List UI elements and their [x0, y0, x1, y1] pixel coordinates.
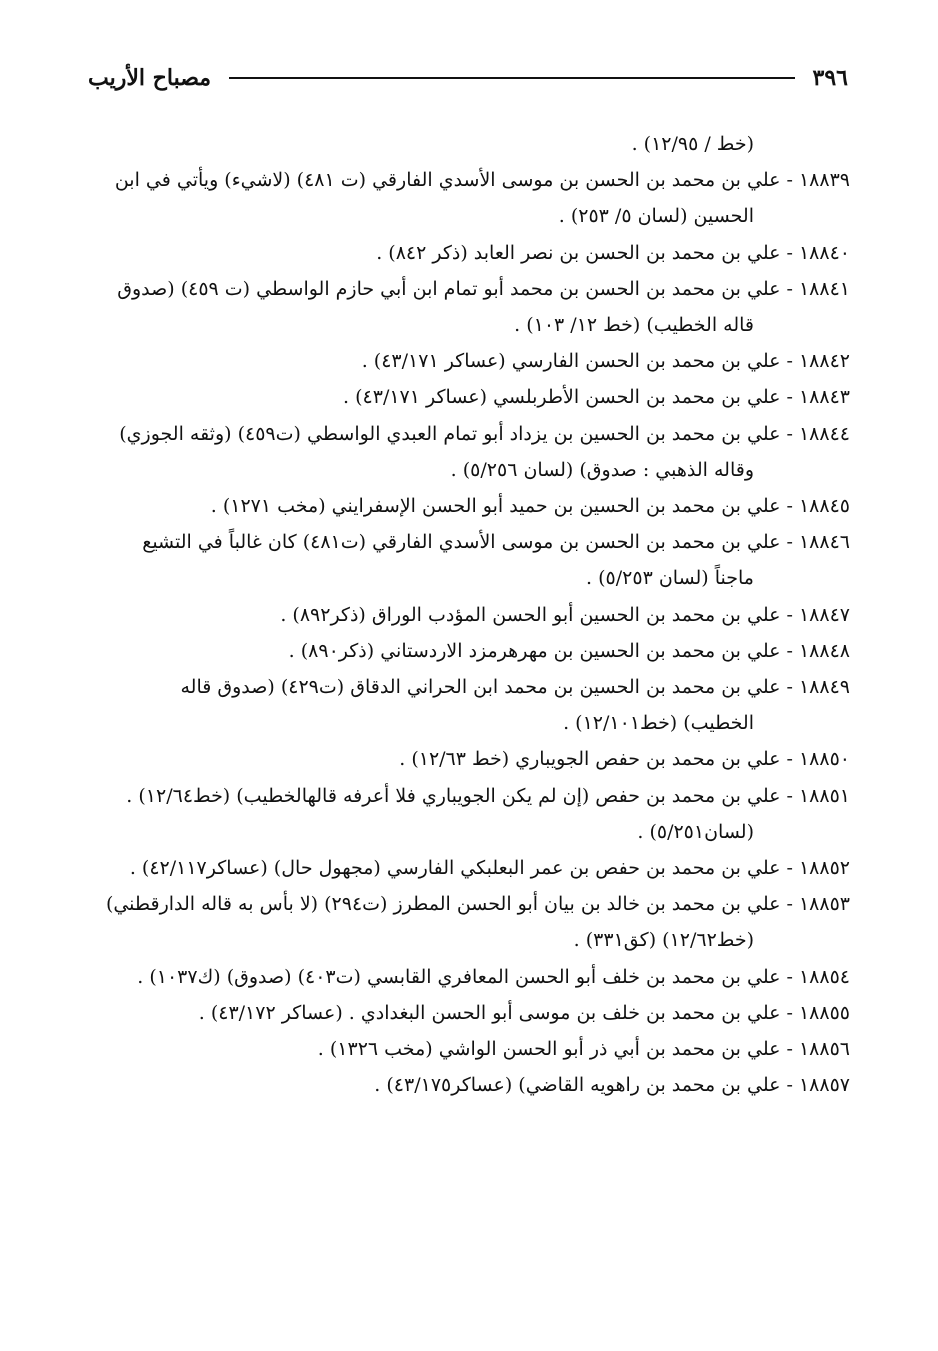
entry-continuation-line: الحسين (لسان ٥/ ٢٥٣) . [558, 205, 754, 228]
biography-entry [84, 1031, 850, 1067]
entry-line: ١٨٨٤٦ - علي بن محمد بن الحسن بن موسى الأسدي الفارقي (ت٤٨١) كان غالباً في التشيع [142, 531, 850, 554]
biography-entry [84, 162, 850, 234]
biography-entry [84, 271, 850, 343]
biography-entry [84, 524, 850, 596]
page-header [88, 60, 848, 96]
entry-line: ١٨٨٥٣ - علي بن محمد بن خالد بن بيان أبو الحسن المطرز (ت٢٩٤) (لا بأس به قاله الدارقطني) [105, 893, 850, 916]
biography-entry [84, 741, 850, 777]
entry-line: ١٨٨٥١ - علي بن محمد بن حفص (إن لم يكن الجويباري فلا أعرفه قالهالخطيب) (خط١٢/٦٤) . [126, 784, 850, 807]
entry-line: ١٨٨٤٤ - علي بن محمد بن الحسين بن يزداد أبو تمام العبدي الواسطي (ت٤٥٩) (وثقه الجوزي) [119, 422, 850, 445]
page-number: ٣٩٦ [812, 65, 848, 91]
entry-line: ١٨٨٤٧ - علي بن محمد بن الحسين أبو الحسن المؤدب الوراق (ذكر٨٩٢) . [280, 603, 850, 626]
biography-entry [84, 633, 850, 669]
biography-entry [84, 778, 850, 850]
entry-line: ١٨٨٥٤ - علي بن محمد بن خلف أبو الحسن المعافري القابسي (ت٤٠٣) (صدوق) (ك١٠٣٧) . [137, 965, 850, 988]
entry-line: (خط / ١٢/٩٥) . [631, 133, 754, 155]
biography-entry [84, 416, 850, 488]
entry-line: ١٨٨٥٦ - علي بن محمد بن أبي ذر أبو الحسن الواشي (مخب ١٣٢٦) . [317, 1038, 850, 1061]
header-rule [229, 77, 794, 79]
entry-line: ١٨٨٤٣ - علي بن محمد بن الحسن الأطربلسي (عساكر ٤٣/١٧١) . [343, 386, 850, 409]
biography-entry [84, 235, 850, 271]
entry-line: ١٨٨٤٥ - علي بن محمد بن الحسين بن حميد أبو الحسن الإسفرايني (مخب ١٢٧١) . [210, 495, 850, 518]
entry-line: ١٨٨٤٠ - علي بن محمد بن الحسن بن نصر العابد (ذكر ٨٤٢) . [376, 241, 850, 264]
biography-entry [84, 850, 850, 886]
biography-entry [84, 126, 850, 162]
entry-continuation-line: قاله الخطيب) (خط ١٢/ ١٠٣) . [514, 314, 754, 337]
entry-continuation-line: وقاله الذهبي : صدوق) (لسان ٥/٢٥٦) . [450, 458, 754, 481]
book-title: مصباح الأريب [88, 65, 212, 91]
entry-continuation-line: الخطيب) (خط١٢/١٠١) . [563, 712, 754, 735]
biography-entry [84, 886, 850, 958]
entry-line: ١٨٨٥٧ - علي بن محمد بن راهويه القاضي) (عساكر٤٣/١٧٥) . [374, 1074, 850, 1097]
biography-entry [84, 379, 850, 415]
biography-entry [84, 488, 850, 524]
entry-line: ١٨٨٥٥ - علي بن محمد بن خلف بن موسى أبو الحسن البغدادي . (عساكر ٤٣/١٧٢) . [198, 1001, 850, 1024]
biography-entry [84, 597, 850, 633]
entry-line: ١٨٨٤١ - علي بن محمد بن الحسن بن محمد أبو تمام ابن أبي حازم الواسطي (ت ٤٥٩) (صدوق [117, 277, 850, 300]
entry-continuation-line: (خط١٢/٦٢) (كق٣٣١) . [573, 929, 754, 952]
entry-line: ١٨٨٤٩ - علي بن محمد بن الحسين بن محمد ابن الحراني الدقاق (ت٤٢٩) (صدوق قاله [180, 676, 850, 699]
entry-continuation-line: ماجناً (لسان ٥/٢٥٣) . [586, 567, 754, 590]
entry-line: ١٨٨٥٠ - علي بن محمد بن حفص الجويباري (خط ١٢/٦٣) . [399, 748, 850, 771]
biography-entry [84, 959, 850, 995]
biography-entry [84, 343, 850, 379]
entry-line: ١٨٨٣٩ - علي بن محمد بن الحسن بن موسى الأسدي الفارقي (ت ٤٨١) (لاشيء) ويأتي في ابن [114, 169, 850, 192]
entry-list [84, 126, 850, 1103]
biography-entry [84, 995, 850, 1031]
entry-line: ١٨٨٤٢ - علي بن محمد بن الحسن الفارسي (عساكر ٤٣/١٧١) . [361, 350, 850, 373]
entry-line: ١٨٨٥٢ - علي بن محمد بن حفص بن عمر البعلبكي الفارسي (مجهول حال) (عساكر٤٢/١١٧) . [129, 857, 850, 880]
entry-line: ١٨٨٤٨ - علي بن محمد بن الحسين بن مهرهرمزد الاردستاني (ذكر٨٩٠) . [288, 639, 850, 662]
entry-continuation-line: (لسان٥/٢٥١) . [637, 820, 754, 843]
biography-entry [84, 1067, 850, 1103]
biography-entry [84, 669, 850, 741]
